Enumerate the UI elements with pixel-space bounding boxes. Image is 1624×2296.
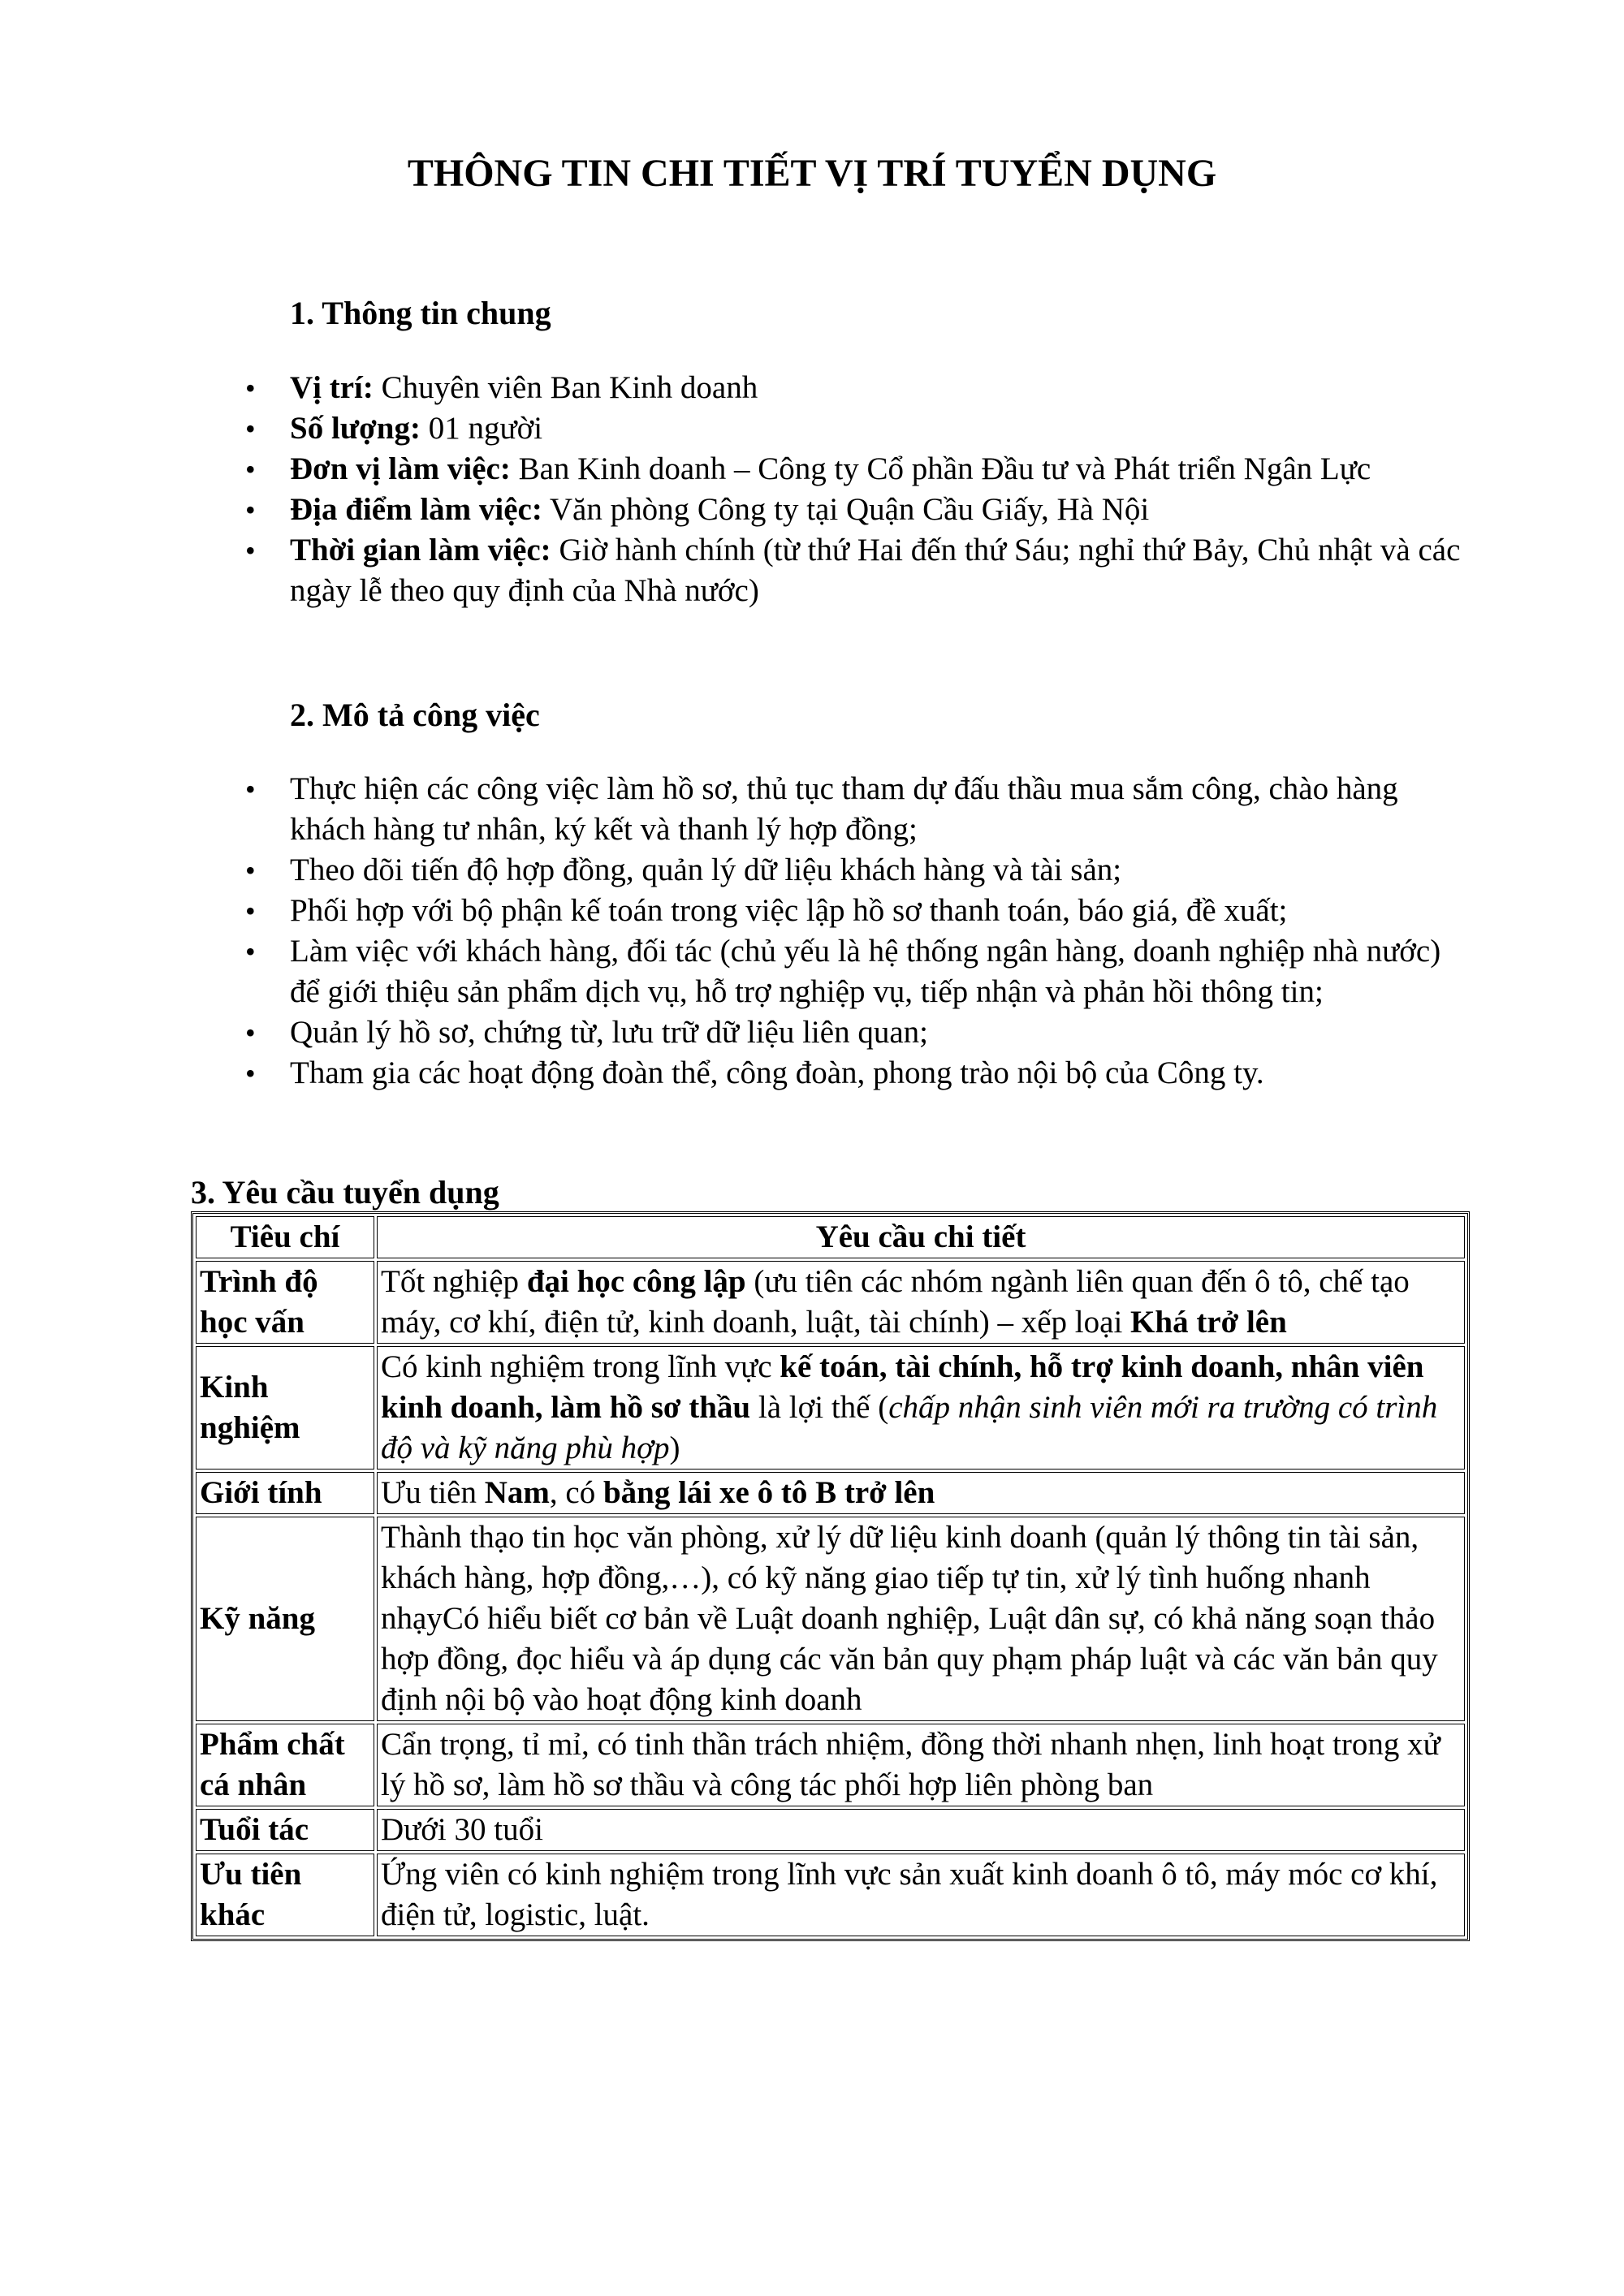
item-value: Chuyên viên Ban Kinh doanh bbox=[373, 370, 758, 405]
list-item bbox=[290, 408, 1475, 449]
criteria-cell: Giới tính bbox=[196, 1472, 374, 1514]
detail-text: , có bbox=[549, 1475, 603, 1510]
table-row bbox=[196, 1854, 1465, 1936]
item-label: Số lượng: bbox=[290, 411, 421, 446]
detail-text: ) bbox=[669, 1431, 680, 1465]
item-value: Văn phòng Công ty tại Quận Cầu Giấy, Hà Nội bbox=[542, 492, 1150, 527]
criteria-cell: Trình độ học vấn bbox=[196, 1261, 374, 1344]
detail-emphasis: đại học công lập bbox=[526, 1264, 746, 1299]
detail-cell: Dưới 30 tuổi bbox=[377, 1809, 1465, 1851]
list-item: • Thực hiện các công việc làm hồ sơ, thủ tục tham dự đấu thầu mua sắm công, chào hàng khách hàng tư nhân, ký kết và thanh lý hợp đồng; bbox=[290, 769, 1475, 850]
detail-emphasis: Khá trở lên bbox=[1130, 1305, 1287, 1340]
criteria-cell: Kỹ năng bbox=[196, 1517, 374, 1721]
criteria-cell: Ưu tiên khác bbox=[196, 1854, 374, 1936]
table-row bbox=[196, 1346, 1465, 1470]
table-row bbox=[196, 1517, 1465, 1721]
item-label: Thời gian làm việc: bbox=[290, 533, 551, 568]
criteria-cell: Phẩm chất cá nhân bbox=[196, 1724, 374, 1806]
item-value: 01 người bbox=[420, 411, 543, 446]
item-value: Giờ hành chính (từ thứ Hai đến thứ Sáu; nghỉ thứ Bảy, Chủ nhật và các ngày lễ theo quy định của Nhà nước) bbox=[290, 533, 1461, 608]
detail-text: Có kinh nghiệm trong lĩnh vực bbox=[381, 1349, 780, 1384]
criteria-cell: Tuổi tác bbox=[196, 1809, 374, 1851]
table-row bbox=[196, 1724, 1465, 1806]
list-item: • Phối hợp với bộ phận kế toán trong việc lập hồ sơ thanh toán, báo giá, đề xuất; bbox=[290, 891, 1475, 931]
detail-cell bbox=[377, 1261, 1465, 1344]
detail-text: là lợi thế ( bbox=[750, 1390, 889, 1425]
list-item bbox=[290, 530, 1475, 611]
detail-paragraph: Có hiểu biết cơ bản về Luật doanh nghiệp, Luật dân sự, có khả năng soạn thảo hợp đồng, đọc hiểu và áp dụng các văn bản quy phạm pháp luật và các văn bản quy định nội bộ vào hoạt động kinh doanh bbox=[381, 1601, 1438, 1717]
column-header-detail: Yêu cầu chi tiết bbox=[377, 1216, 1465, 1258]
detail-cell bbox=[377, 1346, 1465, 1470]
criteria-cell: Kinh nghiệm bbox=[196, 1346, 374, 1470]
item-label: Đơn vị làm việc: bbox=[290, 451, 511, 486]
detail-text: Ưu tiên bbox=[381, 1475, 485, 1510]
requirements-table bbox=[191, 1211, 1470, 1941]
detail-emphasis: kế toán, tài chính, hỗ trợ kinh doanh, nhân viên kinh doanh, làm hồ sơ thầu bbox=[381, 1349, 1424, 1425]
item-label: Vị trí: bbox=[290, 370, 374, 405]
detail-text: Tốt nghiệp bbox=[381, 1264, 527, 1299]
job-description-list bbox=[290, 769, 1475, 1094]
page-title: THÔNG TIN CHI TIẾT VỊ TRÍ TUYỂN DỤNG bbox=[407, 152, 1217, 195]
item-value: Ban Kinh doanh – Công ty Cổ phần Đầu tư và Phát triển Ngân Lực bbox=[510, 451, 1371, 486]
list-item bbox=[290, 490, 1475, 530]
section-heading-general-info: 1. Thông tin chung bbox=[290, 295, 551, 331]
list-item: • Làm việc với khách hàng, đối tác (chủ yếu là hệ thống ngân hàng, doanh nghiệp nhà nước) để giới thiệu sản phẩm dịch vụ, hỗ trợ nghiệp vụ, tiếp nhận và phản hồi thông tin; bbox=[290, 931, 1475, 1012]
section-heading-job-description: 2. Mô tả công việc bbox=[290, 697, 540, 733]
table-header-row bbox=[196, 1216, 1465, 1258]
detail-emphasis: Nam bbox=[484, 1475, 550, 1510]
detail-cell bbox=[377, 1472, 1465, 1514]
detail-italic: chấp nhận sinh viên mới ra trường có trình độ và kỹ năng phù hợp bbox=[381, 1390, 1438, 1465]
general-info-list bbox=[290, 368, 1475, 611]
detail-cell: Cẩn trọng, tỉ mỉ, có tinh thần trách nhiệm, đồng thời nhanh nhẹn, linh hoạt trong xử lý hồ sơ, làm hồ sơ thầu và công tác phối hợp liên phòng ban bbox=[377, 1724, 1465, 1806]
list-item: • Quản lý hồ sơ, chứng từ, lưu trữ dữ liệu liên quan; bbox=[290, 1012, 1475, 1053]
detail-text: (ưu tiên các nhóm ngành liên quan đến ô tô, chế tạo máy, cơ khí, điện tử, kinh doanh, luật, tài chính) – xếp loại bbox=[381, 1264, 1410, 1340]
list-item bbox=[290, 449, 1475, 490]
item-label: Địa điểm làm việc: bbox=[290, 492, 542, 527]
detail-emphasis: bằng lái xe ô tô B trở lên bbox=[603, 1475, 935, 1510]
column-header-criteria: Tiêu chí bbox=[196, 1216, 374, 1258]
detail-paragraph: Thành thạo tin học văn phòng, xử lý dữ liệu kinh doanh (quản lý thông tin tài sản, khách hàng, hợp đồng,…), có kỹ năng giao tiếp tự tin, xử lý tình huống nhanh nhạy bbox=[381, 1520, 1419, 1636]
list-item: • Tham gia các hoạt động đoàn thể, công đoàn, phong trào nội bộ của Công ty. bbox=[290, 1053, 1475, 1094]
list-item: • Theo dõi tiến độ hợp đồng, quản lý dữ liệu khách hàng và tài sản; bbox=[290, 850, 1475, 891]
table-row bbox=[196, 1261, 1465, 1344]
list-item bbox=[290, 368, 1475, 408]
table-row bbox=[196, 1809, 1465, 1851]
section-heading-requirements: 3. Yêu cầu tuyển dụng bbox=[191, 1174, 499, 1211]
detail-cell: Ứng viên có kinh nghiệm trong lĩnh vực sản xuất kinh doanh ô tô, máy móc cơ khí, điện tử, logistic, luật. bbox=[377, 1854, 1465, 1936]
detail-cell bbox=[377, 1517, 1465, 1721]
table-row bbox=[196, 1472, 1465, 1514]
